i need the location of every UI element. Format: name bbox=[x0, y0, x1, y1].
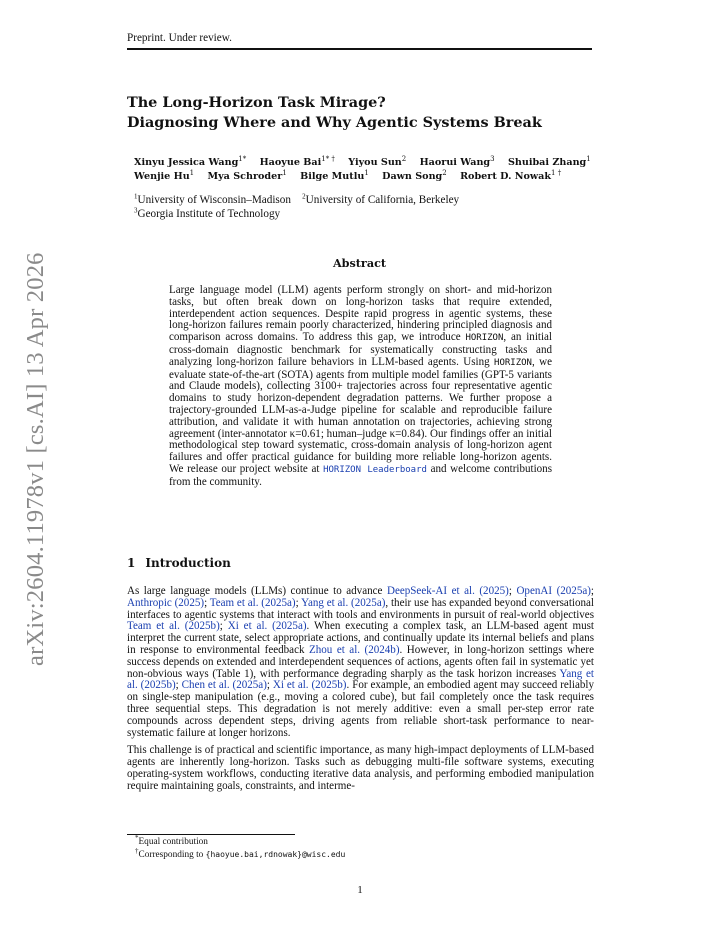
citation-link[interactable]: Zhou et al. (2024b) bbox=[309, 643, 400, 656]
page-number: 1 bbox=[357, 884, 363, 896]
horizon-name: HORIZON bbox=[494, 357, 532, 368]
author-name bbox=[419, 154, 495, 168]
author-name-text: Haorui Wang bbox=[419, 157, 491, 168]
horizon-name: HORIZON bbox=[465, 333, 504, 344]
intro-text: ; bbox=[590, 585, 594, 597]
title-line-2: Diagnosing Where and Why Agentic Systems Break bbox=[127, 114, 542, 131]
author-name-text: Robert D. Nowak bbox=[460, 171, 552, 182]
author-name-text: Bilge Mutlu bbox=[300, 171, 365, 182]
abstract-text: , an initial cross-domain diagnostic benchmark for systematically constructing tasks and analyzing long-horizon failure behaviors in LLM-based agents. Using bbox=[169, 331, 552, 368]
author-affiliation-mark: 2 bbox=[401, 154, 407, 163]
author-name-text: Shuibai Zhang bbox=[507, 157, 587, 168]
author-name-text: Yiyou Sun bbox=[348, 157, 402, 168]
affiliation-sup: 3 bbox=[134, 206, 138, 215]
author-list bbox=[134, 156, 604, 184]
intro-text: ; bbox=[204, 596, 210, 609]
section-heading bbox=[127, 556, 592, 570]
author-name bbox=[382, 168, 447, 182]
author-name-text: Wenjie Hu bbox=[134, 171, 190, 182]
footnote-rule bbox=[127, 834, 295, 835]
intro-text: ; bbox=[219, 620, 228, 633]
abstract-text: , we evaluate state-of-the-art (SOTA) agents from multiple model families (GPT-5 variants and Claude models), collecting 3100+ trajectories across four representative agentic domains to study horizon-dependent degradation patterns. We further propose a trajectory-grounded LLM-as-a-Judge pipeline for scalable and reproducible failure attribution, and validate it with human annotation on trajectories, achieving strong agreement (inter-annotator κ=0.61; human–judge κ=0.84). Our findings offer an initial methodological step toward systematic, cross-domain analysis of long-horizon agent failures and offer practical guidance for building more reliable long-horizon agents. We release our project website at bbox=[169, 355, 553, 475]
intro-text: . For example, an embodied agent may succeed reliably on single-step manipulation (e.g., moving a colored cube), but fail completely once the task requires three sequential steps. This degradation is not merely additive: even a small per-step error rate compounds across dependent steps, driving agents from reliable short-task performance to near-systematic failure at longer horizons. bbox=[127, 679, 594, 739]
affiliation-sup: 2 bbox=[302, 192, 306, 201]
affiliation-sup: 1 bbox=[134, 192, 138, 201]
header-rule bbox=[127, 48, 592, 50]
intro-text: As large language models (LLMs) continue to advance bbox=[127, 585, 387, 597]
author-name bbox=[348, 154, 407, 168]
author-name bbox=[507, 154, 591, 168]
author-affiliation-mark: 1 bbox=[586, 154, 591, 163]
abstract-heading: Abstract bbox=[332, 256, 387, 270]
footnotes bbox=[135, 833, 595, 861]
author-name-text: Xinyu Jessica Wang bbox=[134, 157, 239, 168]
intro-text: . However, in long-horizon settings where success depends on extended and interdependent sequences of actions, agents often fail in systematic yet non-obvious ways (Table 1), with performance degrading sharply as the task horizon increases bbox=[127, 643, 594, 680]
paper-title bbox=[127, 93, 607, 133]
author-affiliation-mark: 1 bbox=[282, 168, 287, 177]
footnote-corresponding bbox=[135, 846, 595, 862]
intro-text: ; bbox=[508, 585, 517, 597]
author-affiliation-mark: 1 bbox=[189, 168, 195, 177]
footnote-mark: * bbox=[135, 833, 139, 842]
affiliation-wisconsin: University of Wisconsin–Madison bbox=[137, 194, 291, 206]
author-name bbox=[259, 154, 335, 168]
arxiv-identifier-stamp: arXiv:2604.11978v1 [cs.AI] 13 Apr 2026 bbox=[22, 252, 49, 666]
citation-link[interactable]: Xi et al. (2025a) bbox=[227, 620, 307, 633]
footnote-equal-contribution bbox=[135, 833, 595, 849]
citation-link[interactable]: Chen et al. (2025a) bbox=[181, 679, 267, 692]
affiliation-georgia-tech: Georgia Institute of Technology bbox=[137, 208, 281, 220]
header-text: Preprint. Under review. bbox=[127, 32, 232, 44]
abstract-text: Large language model (LLM) agents perform strongly on short- and mid-horizon tasks, but often break down on long-horizon tasks that require extended, interdependent action sequences. Despite rapid progress in agentic systems, these long-horizon failures remain poorly characterized, hindering principled diagnosis and comparison across domains. To address this gap, we introduce bbox=[169, 284, 552, 344]
author-name-text: Mya Schroder bbox=[207, 171, 283, 182]
author-name-text: Haoyue Bai bbox=[259, 157, 322, 168]
citation-link[interactable]: Yang et al. (2025a) bbox=[301, 596, 386, 609]
abstract-text: and welcome contributions from the community. bbox=[169, 462, 552, 488]
citation-link[interactable]: Team et al. (2025a) bbox=[209, 596, 296, 609]
citation-link[interactable]: Team et al. (2025b) bbox=[127, 620, 220, 633]
footnote-mark: † bbox=[135, 846, 139, 855]
affiliation-berkeley: University of California, Berkeley bbox=[305, 194, 460, 206]
citation-link[interactable]: OpenAI (2025a) bbox=[516, 585, 591, 597]
author-affiliation-mark: 1* bbox=[238, 154, 247, 163]
citation-link[interactable]: Yang et al. (2025b) bbox=[127, 667, 594, 692]
intro-paragraph-1 bbox=[127, 586, 594, 739]
author-name bbox=[207, 168, 287, 182]
intro-text: ; bbox=[175, 679, 182, 692]
section-number: 1 bbox=[127, 556, 136, 570]
author-name bbox=[134, 154, 247, 168]
intro-paragraph-2: This challenge is of practical and scientific importance, as many high-impact deployments of LLM-based agents are inherently long-horizon. Tasks such as debugging multi-file software systems, executing operating-system workflows, conducting iterative data analysis, and performing embodied manipulation require maintaining goals, constraints, and interme- bbox=[127, 744, 594, 792]
affiliation-line-1 bbox=[134, 193, 604, 207]
title-line-1: The Long-Horizon Task Mirage? bbox=[127, 94, 386, 111]
author-name bbox=[134, 168, 195, 182]
affiliations bbox=[134, 193, 604, 221]
citation-link[interactable]: Xi et al. (2025b) bbox=[272, 679, 347, 692]
author-affiliation-mark: 1* † bbox=[321, 154, 335, 163]
author-affiliation-mark: 1 † bbox=[551, 168, 562, 177]
intro-text: ; bbox=[295, 596, 302, 609]
author-affiliation-mark: 3 bbox=[490, 154, 495, 163]
leaderboard-link[interactable]: HORIZON Leaderboard bbox=[323, 464, 427, 475]
author-name bbox=[300, 168, 369, 182]
author-affiliation-mark: 1 bbox=[364, 168, 369, 177]
intro-text: . When executing a complex task, an LLM-based agent must interpret the current state, select appropriate actions, and continually update its internal beliefs and plans in response to environmental feedback bbox=[127, 620, 594, 656]
intro-text: ; bbox=[266, 679, 273, 692]
author-name-text: Dawn Song bbox=[382, 171, 443, 182]
footnote-text: Corresponding to bbox=[138, 849, 206, 860]
introduction-body bbox=[127, 586, 594, 799]
section-title: Introduction bbox=[145, 556, 231, 570]
contact-emails: {haoyue.bai,rdnowak}@wisc.edu bbox=[205, 849, 346, 859]
citation-link[interactable]: DeepSeek-AI et al. (2025) bbox=[386, 585, 509, 597]
intro-text: , their use has expanded beyond conversational interfaces to agentic systems that interact with tools and environments in pursuit of real-world objectives bbox=[127, 596, 594, 621]
citation-link[interactable]: Anthropic (2025) bbox=[127, 596, 205, 609]
author-affiliation-mark: 2 bbox=[442, 168, 447, 177]
author-name bbox=[460, 168, 562, 182]
running-header bbox=[127, 32, 592, 50]
affiliation-line-2 bbox=[134, 207, 604, 221]
abstract-body bbox=[169, 285, 552, 489]
footnote-text: Equal contribution bbox=[138, 837, 208, 847]
